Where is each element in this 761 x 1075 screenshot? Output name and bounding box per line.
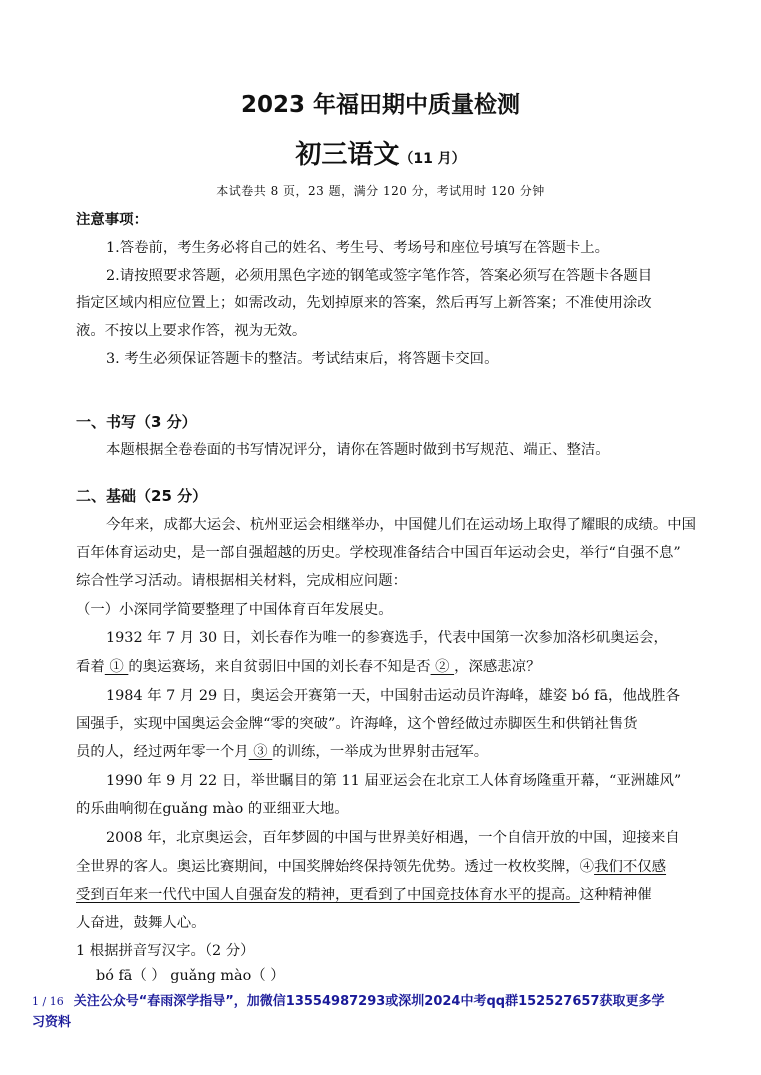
intro-line-1: 今年来，成都大运会、杭州亚运会相继举办，中国健儿们在运动场上取得了耀眼的成绩。中国 <box>106 517 697 533</box>
underlined-sentence-part-1: 我们不仅感 <box>594 859 667 875</box>
para-1984-line-1: 1984 年 7 月 29 日，奥运会开赛第一天，中国射击运动员许海峰，雄姿 bó fā，他战胜各 <box>106 688 681 704</box>
text-segment: ，深感悲凉？ <box>454 659 541 675</box>
note-1: 1.答卷前，考生务必将自己的姓名、考生号、考场号和座位号填写在答题卡上。 <box>106 240 610 256</box>
question-1-blanks: bó fā（ ） guǎng mào（ ） <box>96 968 285 984</box>
para-2008-line-3 <box>76 885 652 905</box>
para-2008-line-2 <box>76 857 666 877</box>
blank-3: ③ <box>248 744 273 760</box>
note-2-line-2: 指定区域内相应位置上；如需改动，先划掉原来的答案，然后再写上新答案；不准使用涂改 <box>76 295 652 311</box>
para-1984-line-3 <box>76 742 488 762</box>
section-1-text: 本题根据全卷卷面的书写情况评分，请你在答题时做到书写规范、端正、整洁。 <box>106 442 610 458</box>
part-1-heading: （一）小深同学简要整理了中国体育百年发展史。 <box>76 602 393 618</box>
note-2-line-1: 2.请按照要求答题，必须用黑色字迹的钢笔或签字笔作答，答案必须写在答题卡各题目 <box>106 268 653 284</box>
para-1932-line-2 <box>76 657 540 677</box>
section-2-heading: 二、基础（25 分） <box>76 487 208 505</box>
exam-title: 2023 年福田期中质量检测 <box>240 92 521 118</box>
text-segment: 员的人，经过两年零一个月 <box>76 744 249 760</box>
text-segment: 的奥运赛场，来自贫弱旧中国的刘长春不知是否 <box>128 659 431 675</box>
blank-2: ② <box>430 659 455 675</box>
para-2008-line-4: 人奋进，鼓舞人心。 <box>76 915 206 931</box>
blank-1: ① <box>104 659 129 675</box>
intro-line-2: 百年体育运动史，是一部自强超越的历史。学校现准备结合中国百年运动会史，举行“自强不息” <box>76 545 681 561</box>
note-2-line-3: 液。不按以上要求作答，视为无效。 <box>76 323 307 339</box>
text-segment: 的训练，一举成为世界射击冠军。 <box>272 744 489 760</box>
para-1990-line-2: 的乐曲响彻在guǎng mào 的亚细亚大地。 <box>76 801 349 817</box>
month-label: （11 月） <box>399 151 466 167</box>
question-1: 1 根据拼音写汉字。（2 分） <box>76 943 255 959</box>
exam-subtitle <box>0 134 761 171</box>
promo-text-line-2: 习资料 <box>32 1015 72 1030</box>
underlined-sentence-part-2: 受到百年来一代代中国人自强奋发的精神，更看到了中国竞技体育水平的提高。 <box>76 887 580 903</box>
para-1984-line-2: 国强手，实现中国奥运会金牌“零的突破”。许海峰，这个曾经做过赤脚医生和供销社售货 <box>76 716 638 732</box>
page-footer <box>32 990 665 1030</box>
text-segment: 全世界的客人。奥运比赛期间，中国奖牌始终保持领先优势。透过一枚枚奖牌，④ <box>76 859 595 875</box>
para-1932-line-1: 1932 年 7 月 30 日，刘长春作为唯一的参赛选手，代表中国第一次参加洛杉矶奥运会， <box>106 630 668 646</box>
subject-label: 初三语文 <box>295 140 400 170</box>
text-segment: 这种精神催 <box>579 887 652 903</box>
exam-info: 本试卷共 8 页，23 题，满分 120 分，考试用时 120 分钟 <box>216 184 545 198</box>
note-3: 3. 考生必须保证答题卡的整洁。考试结束后，将答题卡交回。 <box>106 351 499 367</box>
notes-heading: 注意事项： <box>76 212 148 228</box>
intro-line-3: 综合性学习活动。请根据相关材料，完成相应问题： <box>76 573 407 589</box>
text-segment: 看着 <box>76 659 105 675</box>
para-2008-line-1: 2008 年，北京奥运会，百年梦圆的中国与世界美好相遇，一个自信开放的中国，迎接来自 <box>106 830 680 846</box>
section-1-heading: 一、书写（3 分） <box>76 413 197 431</box>
promo-text-line-1: 关注公众号“春雨深学指导”，加微信13554987293或深圳2024中考qq群152527657获取更多学 <box>73 994 665 1009</box>
page-number: 1 / 16 <box>32 995 64 1008</box>
para-1990-line-1: 1990 年 9 月 22 日，举世瞩目的第 11 届亚运会在北京工人体育场隆重开幕，“亚洲雄风” <box>106 773 682 789</box>
